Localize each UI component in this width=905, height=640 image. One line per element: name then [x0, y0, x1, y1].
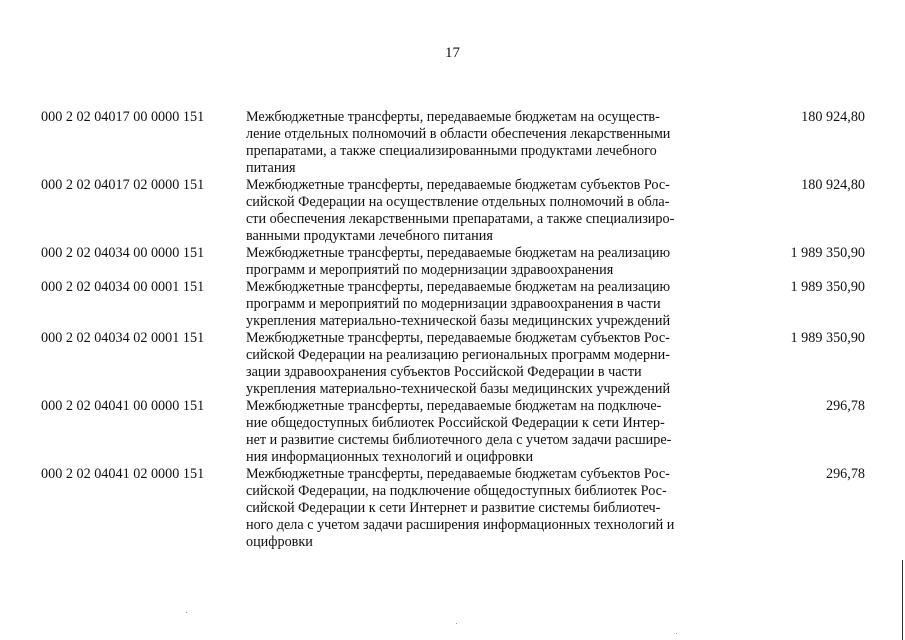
- description-line: Межбюджетные трансферты, передаваемые бюджетам субъектов Рос-: [246, 466, 670, 482]
- description-line: питания: [246, 160, 296, 176]
- description-line: Межбюджетные трансферты, передаваемые бюджетам на реализацию: [246, 279, 671, 295]
- description-line: Межбюджетные трансферты, передаваемые бюджетам субъектов Рос-: [246, 330, 670, 346]
- description-line: сийской Федерации, на подключение общедоступных библиотек Рос-: [246, 483, 667, 499]
- description-line: препаратами, а также специализированными продуктами лечебного: [246, 143, 657, 159]
- row-amount: 296,78: [825, 398, 865, 414]
- table-row: [0, 245, 905, 279]
- description-line: Межбюджетные трансферты, передаваемые бюджетам на подключе-: [246, 398, 662, 414]
- description-line: укрепления материально-технической базы медицинских учреждений: [246, 313, 671, 329]
- description-line: ванными продуктами лечебного питания: [246, 228, 493, 244]
- scan-speck: [456, 623, 457, 624]
- description-line: оцифровки: [246, 534, 313, 550]
- scan-speck: [186, 612, 187, 613]
- description-line: программ и мероприятий по модернизации здравоохранения: [246, 262, 614, 278]
- row-description: [246, 279, 706, 330]
- description-line: зации здравоохранения субъектов Российской Федерации в части: [246, 364, 642, 380]
- description-line: нет и развитие системы библиотечного дела с учетом задачи расшире-: [246, 432, 672, 448]
- description-line: укрепления материально-технической базы медицинских учреждений: [246, 381, 671, 397]
- description-line: программ и мероприятий по модернизации здравоохранения в части: [246, 296, 661, 312]
- row-description: [246, 466, 706, 551]
- table-row: [0, 466, 905, 551]
- budget-code: 000 2 02 04041 00 0000 151: [41, 398, 205, 414]
- description-line: сийской Федерации на реализацию региональных программ модерни-: [246, 347, 670, 363]
- scan-edge-line: [902, 560, 903, 640]
- page-number: 17: [445, 45, 460, 61]
- row-description: [246, 245, 706, 279]
- table-row: [0, 330, 905, 398]
- row-amount: 180 924,80: [801, 109, 865, 125]
- description-line: Межбюджетные трансферты, передаваемые бюджетам на осуществ-: [246, 109, 660, 125]
- row-amount: 296,78: [825, 466, 865, 482]
- table-row: [0, 177, 905, 245]
- budget-code: 000 2 02 04034 00 0001 151: [41, 279, 205, 295]
- budget-code: 000 2 02 04034 00 0000 151: [41, 245, 205, 261]
- row-description: [246, 109, 706, 177]
- table-row: [0, 398, 905, 466]
- description-line: Межбюджетные трансферты, передаваемые бюджетам субъектов Рос-: [246, 177, 670, 193]
- description-line: сти обеспечения лекарственными препаратами, а также специализиро-: [246, 211, 675, 227]
- description-line: ния информационных технологий и оцифровки: [246, 449, 534, 465]
- row-description: [246, 177, 706, 245]
- table-row: [0, 109, 905, 177]
- budget-table: [0, 109, 905, 551]
- row-description: [246, 398, 706, 466]
- row-amount: 180 924,80: [801, 177, 865, 193]
- table-row: [0, 279, 905, 330]
- description-line: ного дела с учетом задачи расширения информационных технологий и: [246, 517, 675, 533]
- row-amount: 1 989 350,90: [790, 245, 865, 261]
- budget-code: 000 2 02 04034 02 0001 151: [41, 330, 205, 346]
- budget-code: 000 2 02 04041 02 0000 151: [41, 466, 205, 482]
- row-amount: 1 989 350,90: [790, 330, 865, 346]
- row-description: [246, 330, 706, 398]
- budget-code: 000 2 02 04017 00 0000 151: [41, 109, 205, 125]
- budget-code: 000 2 02 04017 02 0000 151: [41, 177, 205, 193]
- scan-speck: [676, 633, 677, 634]
- row-amount: 1 989 350,90: [790, 279, 865, 295]
- description-line: сийской Федерации к сети Интернет и развитие системы библиотеч-: [246, 500, 661, 516]
- description-line: ние общедоступных библиотек Российской Федерации к сети Интер-: [246, 415, 665, 431]
- description-line: сийской Федерации на осуществление отдельных полномочий в обла-: [246, 194, 670, 210]
- description-line: Межбюджетные трансферты, передаваемые бюджетам на реализацию: [246, 245, 671, 261]
- description-line: ление отдельных полномочий в области обеспечения лекарственными: [246, 126, 671, 142]
